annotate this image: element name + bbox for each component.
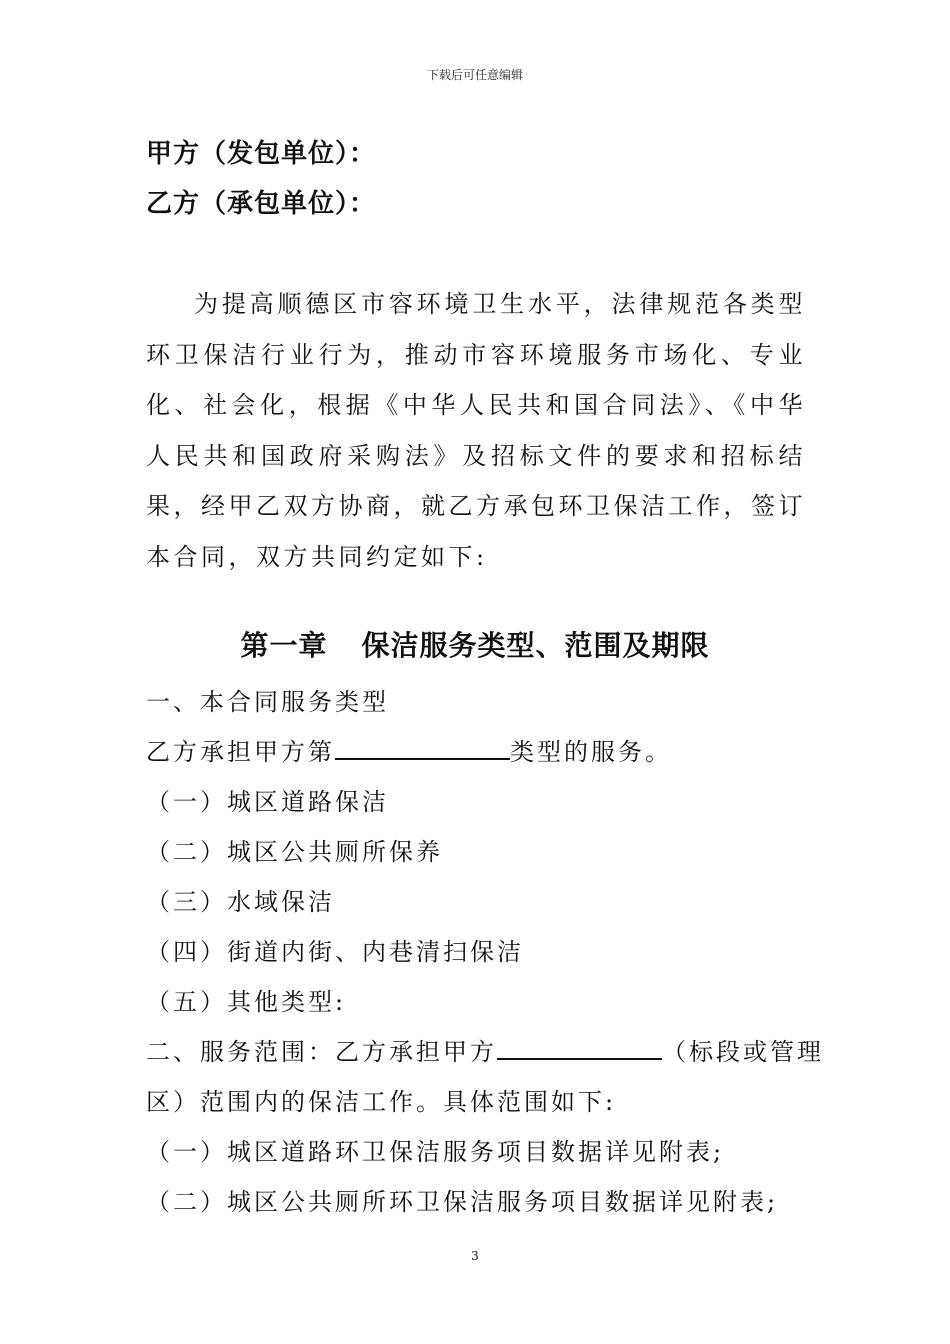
service-scope-continuation: 区）范围内的保洁工作。具体范围如下: [146, 1088, 617, 1116]
service-type-line [146, 732, 672, 767]
chapter-number: 第一章 [240, 629, 328, 662]
service-scope-prefix: 二、服务范围：乙方承担甲方 [146, 1038, 497, 1066]
section-heading-service-type: 一、本合同服务类型 [146, 688, 389, 716]
page-number: 3 [471, 1249, 479, 1263]
party-a-line: 甲方（发包单位）： [146, 139, 377, 169]
intro-paragraph: 为提高顺德区市容环境卫生水平，法律规范各类型环卫保洁行业行为，推动市容环境服务市场化、专业化、社会化，根据《中华人民共和国合同法》、《中华人民共和国政府采购法》及招标文件的要求和招标结果，经甲乙双方协商，就乙方承包环卫保洁工作，签订本合同，双方共同约定如下: [146, 290, 806, 571]
service-type-item: （五）其他类型: [146, 988, 347, 1016]
service-type-blank [335, 736, 510, 760]
chapter-title [0, 624, 950, 664]
service-scope-line [146, 1032, 824, 1067]
service-scope-item: （二）城区公共厕所环卫保洁服务项目数据详见附表; [146, 1188, 779, 1216]
service-type-suffix: 类型的服务。 [510, 738, 672, 766]
service-type-item: （一）城区道路保洁 [146, 788, 389, 816]
service-scope-suffix: （标段或管理 [662, 1038, 824, 1066]
service-scope-item: （一）城区道路环卫保洁服务项目数据详见附表; [146, 1138, 725, 1166]
service-scope-blank [497, 1036, 662, 1060]
service-type-prefix: 乙方承担甲方第 [146, 738, 335, 766]
chapter-name: 保洁服务类型、范围及期限 [361, 629, 710, 662]
party-b-line: 乙方（承包单位）： [146, 189, 377, 219]
service-type-item: （四）街道内街、内巷清扫保洁 [146, 938, 524, 966]
page-header-note: 下载后可任意编辑 [426, 68, 523, 82]
service-type-item: （二）城区公共厕所保养 [146, 838, 443, 866]
service-type-item: （三）水域保洁 [146, 888, 335, 916]
